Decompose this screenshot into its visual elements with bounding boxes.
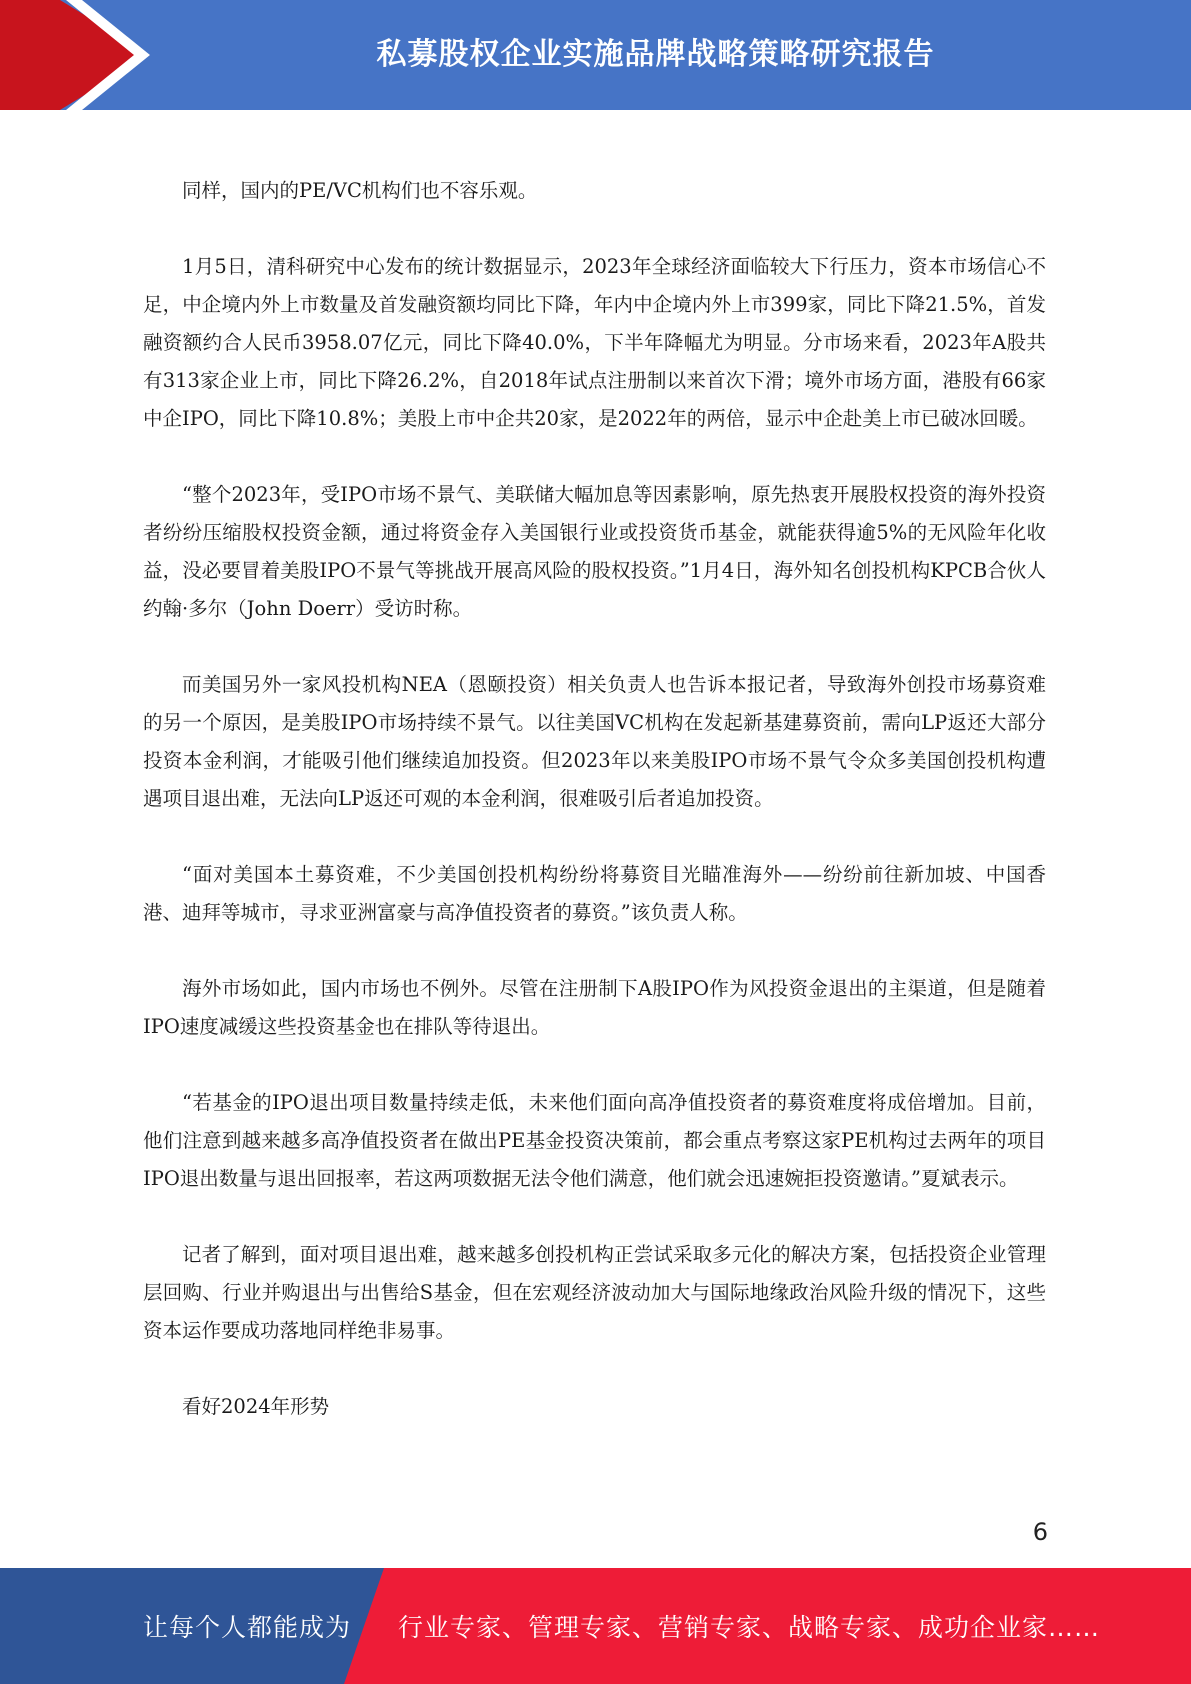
paragraph: 同样，国内的PE/VC机构们也不容乐观。 [182, 179, 538, 202]
header-banner [0, 0, 1191, 110]
section-heading: 看好2024年形势 [182, 1395, 330, 1418]
footer-slogan-left: 让每个人都能成为 [143, 1613, 352, 1642]
report-title: 私募股权企业实施品牌战略策略研究报告 [376, 37, 935, 72]
paragraph: 海外市场如此，国内市场也不例外。尽管在注册制下A股IPO作为风投资金退出的主渠道，但是随着IPO速度减缓这些投资基金也在排队等待退出。 [143, 977, 1046, 1038]
paragraph: 记者了解到，面对项目退出难，越来越多创投机构正尝试采取多元化的解决方案，包括投资企业管理层回购、行业并购退出与出售给S基金，但在宏观经济波动加大与国际地缘政治风险升级的情况下，这些资本运作要成功落地同样绝非易事。 [143, 1243, 1046, 1342]
paragraph: 而美国另外一家风投机构NEA（恩颐投资）相关负责人也告诉本报记者，导致海外创投市场募资难的另一个原因，是美股IPO市场持续不景气。以往美国VC机构在发起新基建募资前，需向LP返还大部分投资本金利润，才能吸引他们继续追加投资。但2023年以来美股IPO市场不景气令众多美国创投机构遭遇项目退出难，无法向LP返还可观的本金利润，很难吸引后者追加投资。 [143, 673, 1046, 810]
page-number: 6 [1032, 1518, 1048, 1546]
paragraph: 1月5日，清科研究中心发布的统计数据显示，2023年全球经济面临较大下行压力，资本市场信心不足，中企境内外上市数量及首发融资额均同比下降，年内中企境内外上市399家，同比下降21.5%，首发融资额约合人民币3958.07亿元，同比下降40.0%，下半年降幅尤为明显。分市场来看，2023年A股共有313家企业上市，同比下降26.2%，自2018年试点注册制以来首次下滑；境外市场方面，港股有66家中企IPO，同比下降10.8%；美股上市中企共20家，是2022年的两倍，显示中企赴美上市已破冰回暖。 [143, 255, 1046, 430]
paragraph: “面对美国本土募资难，不少美国创投机构纷纷将募资目光瞄准海外——纷纷前往新加坡、中国香港、迪拜等城市，寻求亚洲富豪与高净值投资者的募资。”该负责人称。 [143, 863, 1046, 924]
paragraph: “整个2023年，受IPO市场不景气、美联储大幅加息等因素影响，原先热衷开展股权投资的海外投资者纷纷压缩股权投资金额，通过将资金存入美国银行业或投资货币基金，就能获得逾5%的无风险年化收益，没必要冒着美股IPO不景气等挑战开展高风险的股权投资。”1月4日，海外知名创投机构KPCB合伙人约翰·多尔（John Doerr）受访时称。 [143, 483, 1046, 620]
footer-banner [0, 1568, 1191, 1684]
footer-slogan-right: 行业专家、管理专家、营销专家、战略专家、成功企业家…… [398, 1613, 1101, 1642]
article-body [143, 172, 1046, 1464]
paragraph: “若基金的IPO退出项目数量持续走低，未来他们面向高净值投资者的募资难度将成倍增加。目前，他们注意到越来越多高净值投资者在做出PE基金投资决策前，都会重点考察这家PE机构过去两年的项目IPO退出数量与退出回报率，若这两项数据无法令他们满意，他们就会迅速婉拒投资邀请。”夏斌表示。 [143, 1091, 1046, 1190]
